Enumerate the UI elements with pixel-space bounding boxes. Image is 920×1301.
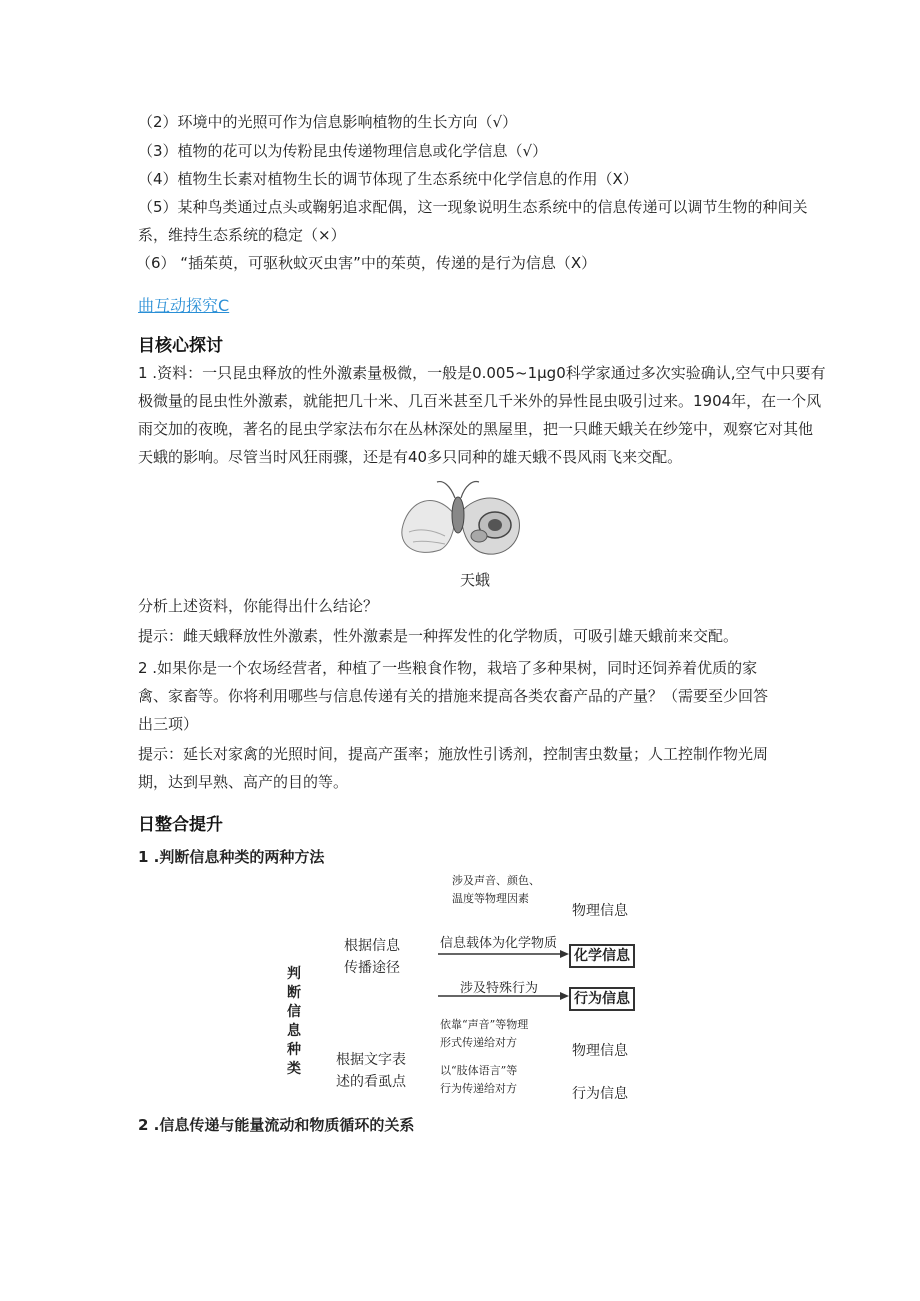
condition-line: 温度等物理因素 bbox=[452, 892, 529, 905]
method-1-label bbox=[344, 935, 400, 979]
method-1-line: 根据信息 bbox=[344, 938, 400, 954]
result-chemical-info: 化学信息 bbox=[569, 944, 635, 968]
root-char: 断 bbox=[287, 985, 301, 1001]
judgment-item-2: （2）环境中的光照可作为信息影响植物的生长方向（√） bbox=[138, 113, 518, 131]
q1-line: 天蛾的影响。尽管当时风狂雨骤，还是有40多只同种的雄天蛾不畏风雨飞来交配。 bbox=[138, 448, 683, 466]
result-behavior-info-1: 行为信息 bbox=[569, 987, 635, 1011]
point-1-title: 1 .判断信息种类的两种方法 bbox=[138, 848, 325, 866]
condition-voice bbox=[440, 1016, 528, 1052]
question-1-material bbox=[138, 359, 838, 471]
condition-line: 依靠“声音”等物理 bbox=[440, 1018, 529, 1031]
judgment-item-6: （6） “插茱萸，可驱秋蚊灭虫害”中的茱萸，传递的是行为信息（X） bbox=[136, 254, 597, 272]
condition-line: 以“肢体语言”等 bbox=[440, 1064, 518, 1077]
condition-body-language bbox=[440, 1062, 517, 1098]
method-2-line: 述的看虱点 bbox=[336, 1074, 406, 1090]
method-2-line: 根据文字表 bbox=[336, 1052, 406, 1068]
method-1-line: 传播途径 bbox=[344, 960, 400, 976]
q2-hint-line: 期，达到早熟、高产的目的等。 bbox=[138, 773, 349, 791]
judgment-item-3: （3）植物的花可以为传粉昆虫传递物理信息或化学信息（√） bbox=[138, 142, 548, 160]
condition-line: 形式传递给对方 bbox=[440, 1036, 517, 1049]
root-char: 息 bbox=[287, 1023, 301, 1039]
question-2-hint bbox=[138, 740, 838, 796]
method-2-label bbox=[336, 1049, 406, 1093]
root-char: 判 bbox=[287, 966, 301, 982]
q1-line: 雨交加的夜晚，著名的昆虫学家法布尔在丛林深处的黑屋里，把一只雌天蛾关在纱笼中，观察它对其他 bbox=[138, 420, 814, 438]
moth-figure bbox=[395, 470, 525, 570]
q2-hint-line: 提示：延长对家禽的光照时间，提高产蛋率；施放性引诱剂，控制害虫数量；人工控制作物光周 bbox=[138, 745, 769, 763]
result-physical-info-1: 物理信息 bbox=[572, 903, 628, 919]
condition-behavior: 涉及特殊行为 bbox=[460, 981, 539, 996]
judgment-item-5-cont: 系，维持生态系统的稳定（×） bbox=[138, 226, 346, 244]
heading-integration: 日整合提升 bbox=[138, 815, 223, 835]
arrowhead-behavior bbox=[560, 992, 569, 1000]
question-2 bbox=[138, 654, 838, 738]
q2-line: 2 .如果你是一个农场经营者，种植了一些粮食作物，栽培了多种果树，同时还饲养着优质的家 bbox=[138, 659, 758, 677]
root-char: 类 bbox=[287, 1061, 301, 1077]
root-char: 信 bbox=[287, 1004, 301, 1020]
q2-line: 禽、家畜等。你将利用哪些与信息传递有关的措施来提高各类农畜产品的产量？（需要至少回答 bbox=[138, 687, 769, 705]
arrowhead-chemical bbox=[560, 950, 569, 958]
result-behavior-info-2: 行为信息 bbox=[572, 1086, 628, 1102]
point-2-title: 2 .信息传递与能量流动和物质循环的关系 bbox=[138, 1116, 415, 1134]
condition-line: 涉及声音、颜色、 bbox=[452, 874, 540, 887]
condition-sound-color bbox=[452, 872, 540, 908]
diagram-arrows bbox=[430, 940, 580, 1010]
question-1-hint: 提示：雌天蛾释放性外激素，性外激素是一种挥发性的化学物质，可吸引雄天蛾前来交配。 bbox=[138, 627, 739, 645]
judgment-item-5: （5）某种鸟类通过点头或鞠躬追求配偶，这一现象说明生态系统中的信息传递可以调节生物的种间关 bbox=[138, 198, 808, 216]
q2-line: 出三项） bbox=[138, 715, 199, 733]
figure-caption: 天蛾 bbox=[460, 571, 491, 589]
section-link-interactive[interactable]: 曲互动探究C bbox=[138, 296, 230, 315]
judgment-item-4: （4）植物生长素对植物生长的调节体现了生态系统中化学信息的作用（X） bbox=[138, 170, 638, 188]
question-1-ask: 分析上述资料，你能得出什么结论？ bbox=[138, 597, 379, 615]
q1-line: 极微量的昆虫性外激素，就能把几十米、几百米甚至几千米外的异性昆虫吸引过来。1904年，在一个风 bbox=[138, 392, 822, 410]
heading-core-discussion: 目核心探讨 bbox=[138, 336, 223, 356]
condition-chemical: 信息载体为化学物质 bbox=[440, 936, 558, 951]
q1-line: 1 .资料：一只昆虫释放的性外激素量极微，一般是0.005~1μg0科学家通过多次实验确认,空气中只要有 bbox=[138, 364, 826, 382]
result-physical-info-2: 物理信息 bbox=[572, 1043, 628, 1059]
diagram-root-label bbox=[285, 965, 303, 1079]
condition-line: 行为传递给对方 bbox=[440, 1082, 517, 1095]
root-char: 种 bbox=[287, 1042, 301, 1058]
